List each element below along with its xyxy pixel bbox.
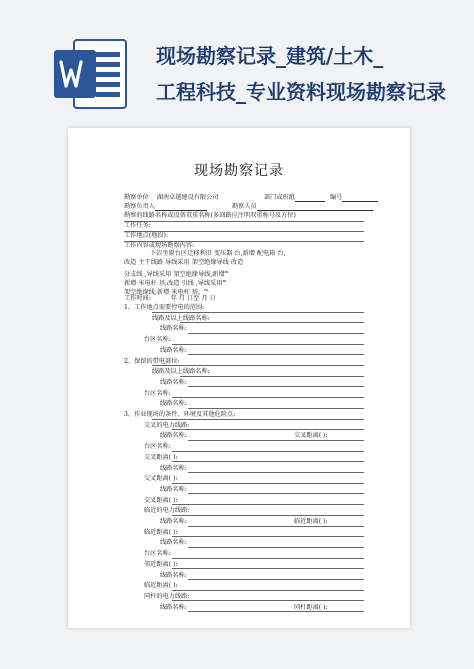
- fill-rule: [188, 493, 364, 494]
- section-label: 交叉距离( ):: [144, 475, 178, 483]
- section-row: [160, 432, 187, 440]
- staff-label: 勘察人员: [232, 203, 257, 210]
- fill-rule: [124, 221, 364, 222]
- row-number: [330, 194, 378, 202]
- section-row: [144, 443, 171, 451]
- fill-rule: [172, 568, 364, 569]
- page-header: [0, 0, 474, 120]
- section-row: [160, 486, 187, 494]
- section-row: [160, 539, 187, 547]
- document-title: 现场勘察记录: [194, 163, 284, 179]
- section-label: 2、保留的带电部位:: [124, 357, 180, 365]
- section-label: 线路名称:: [160, 464, 187, 472]
- section-label: 邻近距离( ):: [144, 560, 178, 568]
- fill-rule: [188, 440, 364, 441]
- section-label: 线路及以上线路名称:: [152, 368, 210, 376]
- section-label: 线路及以上线路名称:: [152, 314, 210, 322]
- fill-rule: [180, 376, 364, 377]
- section-label: 线路名称:: [160, 378, 187, 386]
- section-label: 线路名称:: [160, 539, 187, 547]
- section-row: [160, 347, 187, 355]
- document-sheet: [68, 128, 410, 628]
- row-staff: [232, 203, 373, 211]
- section-label: 线路名称:: [160, 346, 187, 354]
- marker-3: m: [204, 287, 208, 292]
- content-line-5: 架空绝缘线,新增 米电杆 基。$^m$: [124, 287, 208, 297]
- content-label: 工作内容或现场勘察内容:: [124, 242, 195, 249]
- unit-value: 湖南卓越建设有限公司: [156, 194, 219, 201]
- section-label: 交叉的电力线路:: [144, 421, 190, 429]
- row-unit: [124, 194, 219, 202]
- marker-2: m: [222, 278, 227, 283]
- dept-label: 部门或班组: [264, 194, 295, 201]
- section-label: 交叉距离( ):: [144, 453, 178, 461]
- fill-rule: [188, 333, 364, 334]
- section-row: [144, 390, 171, 398]
- section-label: 线路名称:: [160, 432, 187, 440]
- section-label: 临近的电力线路:: [144, 507, 190, 515]
- section-row: [160, 572, 187, 580]
- work-time: [124, 295, 216, 303]
- place-label: 工作地点(地段):: [124, 232, 169, 239]
- task-label: 工作任务:: [124, 222, 151, 229]
- section-label: 线路名称:: [160, 571, 187, 579]
- row-leader: [124, 203, 207, 211]
- fill-rule: [172, 397, 364, 398]
- row-dept: [264, 194, 325, 202]
- fill-rule: [188, 472, 364, 473]
- fill-rule: [172, 429, 364, 430]
- fill-rule: [188, 386, 364, 387]
- fill-rule: [188, 579, 364, 580]
- fill-rule: [172, 536, 364, 537]
- section-row: [160, 379, 187, 387]
- unit-label: 勘察单位: [124, 194, 149, 201]
- section-label: 线路名称:: [160, 518, 187, 525]
- section-row: [160, 604, 187, 612]
- section-row: [160, 325, 187, 333]
- section-right-label: 交叉距离( ):: [294, 432, 328, 440]
- section-row: [160, 465, 187, 473]
- section-label: 临近距离( ):: [144, 528, 178, 536]
- fill-rule: [172, 600, 364, 601]
- fill-rule: [152, 365, 364, 366]
- content-line-4: 新增 米电杆 基,改造 引线 ,导线采用$^m$: [124, 278, 227, 288]
- section-label: 线路名称:: [160, 485, 187, 493]
- section-label: 交叉距离( ):: [144, 496, 178, 504]
- fill-rule: [172, 344, 364, 345]
- section-label: 线路名称:: [160, 325, 187, 333]
- marker-1: m: [224, 269, 229, 274]
- section-right-label: 同杆距离( ):: [294, 603, 328, 611]
- number-label: 编号: [330, 194, 343, 201]
- fill-rule: [188, 408, 364, 409]
- fill-rule: [152, 312, 364, 313]
- section-label: 3、作业现场的条件、环境及其他危险点:: [124, 411, 236, 418]
- fill-rule: [152, 419, 364, 420]
- header-title-line-1: 现场勘察记录_建筑/土木_: [156, 44, 384, 68]
- fill-rule: [172, 515, 364, 516]
- time-units: 年 月 日至 月 日: [170, 295, 216, 302]
- section-row: [160, 518, 187, 526]
- time-label: 工作时间:: [124, 295, 151, 302]
- fill-rule: [188, 526, 364, 527]
- section-label: 同杆的电力线路:: [144, 592, 190, 600]
- section-right-label: 临近距离( ):: [294, 518, 328, 525]
- section-row: [160, 400, 187, 408]
- section-label: 台区名称:: [144, 443, 171, 451]
- word-document-icon: [52, 38, 128, 110]
- section-label: 临近距离( ):: [144, 582, 178, 590]
- fill-rule: [172, 590, 364, 591]
- fill-rule: [172, 483, 364, 484]
- leader-label: 勘察负责人: [124, 203, 155, 210]
- fill-rule: [172, 558, 364, 559]
- content-line-1: 下岩坐原台区迁移利旧 变压器 台,新增 配电箱 台,: [150, 250, 286, 257]
- fill-rule: [188, 547, 364, 548]
- fill-rule: [180, 322, 364, 323]
- section-label: 线路名称:: [160, 603, 187, 611]
- content-line-3: 分支线 ,导线采用 架空绝缘导线,新增$^m$: [124, 269, 229, 279]
- header-title-line-2: 工程科技_专业资料现场勘察记录: [156, 80, 446, 104]
- content-line-2: 改造 主干线路 导线采用 架空绝缘导线 改造: [124, 259, 244, 266]
- section-label: 台区名称:: [144, 550, 171, 558]
- fill-rule: [172, 461, 364, 462]
- section-row: [144, 336, 171, 344]
- section-label: 台区名称:: [144, 389, 171, 397]
- line-names-label: 勘察的线路名称或设备双重名称(多回路应注明双重称号及方位): [124, 212, 296, 219]
- fill-rule: [188, 611, 364, 612]
- fill-rule: [188, 354, 364, 355]
- fill-rule: [172, 451, 364, 452]
- section-row: [144, 550, 171, 558]
- section-label: 1、工作地点需要停电的范围:: [124, 304, 205, 311]
- section-label: 线路名称:: [160, 400, 187, 408]
- fill-rule: [172, 504, 364, 505]
- section-label: 台区名称:: [144, 336, 171, 344]
